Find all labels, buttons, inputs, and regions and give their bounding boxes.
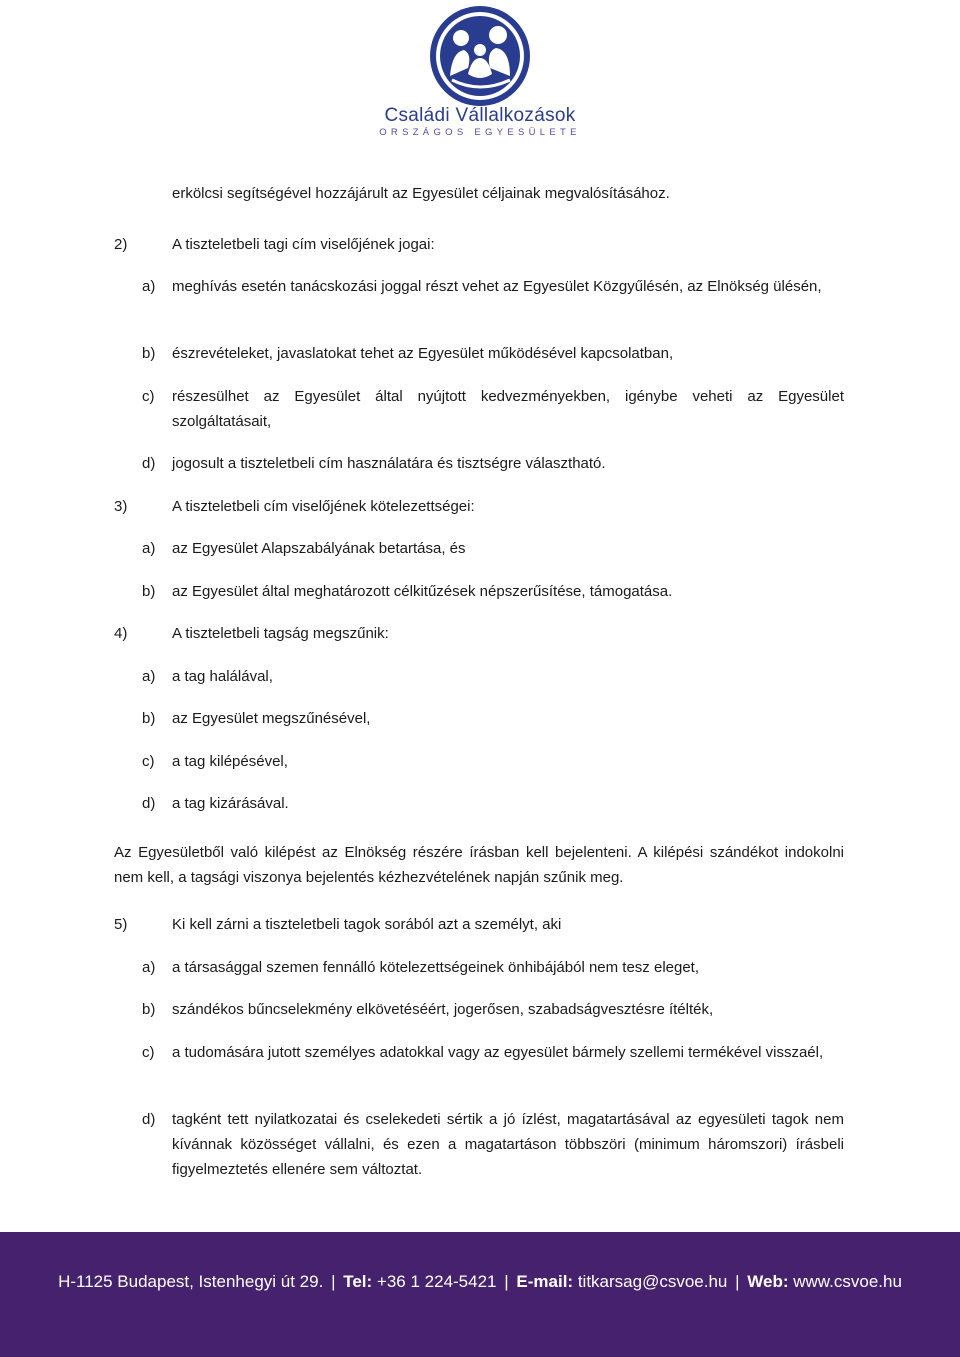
- s5-item-d-text: tagként tett nyilatkozatai és cselekedeti sértik a jó ízlést, magatartásával az egyesületi tagok nem kívánnak közösséget vállalni, és ezen a magatartáson többszöri (minimum háromszori) írásbeli figyelmeztetés ellenére sem változtat.: [172, 1111, 844, 1178]
- s2-item-b-text: észrevételeket, javaslatokat tehet az Egyesület működésével kapcsolatban,: [172, 345, 674, 362]
- s5-item-c-label: c): [142, 1044, 155, 1061]
- s2-item-d-label: d): [142, 455, 156, 472]
- s2-item-d-text: jogosult a tiszteletbeli cím használatára és tisztségre választható.: [172, 455, 606, 472]
- org-name: Családi Vállalkozások: [384, 105, 576, 126]
- letterhead: [0, 0, 960, 150]
- s4-item-a-text: a tag halálával,: [172, 668, 273, 685]
- s2-item-a-text: meghívás esetén tanácskozási joggal részt vehet az Egyesület Közgyűlésén, az Elnökség ülésén,: [172, 278, 822, 295]
- section-3-number: 3): [114, 498, 128, 515]
- footer-email-label: E-mail:: [516, 1272, 574, 1291]
- s5-item-c-text: a tudomására jutott személyes adatokkal vagy az egyesület bármely szellemi termékével visszaél,: [172, 1044, 824, 1061]
- s5-item-d-label: d): [142, 1111, 156, 1128]
- section-5-title: Ki kell zárni a tiszteletbeli tagok sorából azt a személyt, aki: [172, 916, 562, 933]
- footer-bar: [0, 1232, 960, 1357]
- footer-tel-value: +36 1 224-5421: [376, 1272, 497, 1291]
- s4-note: Az Egyesületből való kilépést az Elnökség részére írásban kell bejelenteni. A kilépési szándékot indokolni nem kell, a tagsági viszonya bejelentés kézhezvételének napján szűnik meg.: [114, 844, 844, 886]
- section-2-number: 2): [114, 236, 128, 253]
- s5-item-a-label: a): [142, 959, 156, 976]
- footer-email-value[interactable]: titkarsag@csvoe.hu: [577, 1272, 728, 1291]
- section-5-number: 5): [114, 916, 128, 933]
- footer-address: H-1125 Budapest, Istenhegyi út 29.: [58, 1272, 324, 1291]
- s2-item-c-label: c): [142, 388, 155, 405]
- s3-item-b-text: az Egyesület által meghatározott célkitűzések népszerűsítése, támogatása.: [172, 583, 673, 600]
- footer-separator: |: [735, 1272, 740, 1291]
- intro-line: erkölcsi segítségével hozzájárult az Egyesület céljainak megvalósításához.: [172, 185, 670, 202]
- s5-item-a-text: a társasággal szemen fennálló kötelezettségeinek önhibájából nem tesz eleget,: [172, 959, 700, 976]
- s4-item-b-text: az Egyesület megszűnésével,: [172, 710, 371, 727]
- s2-item-b-label: b): [142, 345, 156, 362]
- footer-web-label: Web:: [747, 1272, 789, 1291]
- family-logo-icon: [428, 4, 532, 108]
- s5-item-b-label: b): [142, 1001, 156, 1018]
- s4-item-d-text: a tag kizárásával.: [172, 795, 289, 812]
- s4-item-c-label: c): [142, 753, 155, 770]
- section-3-title: A tiszteletbeli cím viselőjének kötelezettségei:: [172, 498, 475, 515]
- section-4-number: 4): [114, 625, 128, 642]
- org-subtitle: ORSZÁGOS EGYESÜLETE: [379, 127, 581, 138]
- section-2-title: A tiszteletbeli tagi cím viselőjének jogai:: [172, 236, 435, 253]
- footer-contact: [0, 1272, 960, 1292]
- footer-separator: |: [504, 1272, 509, 1291]
- s2-item-c-text: részesülhet az Egyesület által nyújtott kedvezményekben, igénybe veheti az Egyesület szolgáltatásait,: [172, 388, 844, 430]
- footer-tel-label: Tel:: [343, 1272, 373, 1291]
- s4-item-a-label: a): [142, 668, 156, 685]
- s3-item-a-text: az Egyesület Alapszabályának betartása, és: [172, 540, 466, 557]
- s3-item-a-label: a): [142, 540, 156, 557]
- s3-item-b-label: b): [142, 583, 156, 600]
- s4-item-d-label: d): [142, 795, 156, 812]
- s4-item-c-text: a tag kilépésével,: [172, 753, 288, 770]
- s4-item-b-label: b): [142, 710, 156, 727]
- section-4-title: A tiszteletbeli tagság megszűnik:: [172, 625, 389, 642]
- footer-separator: |: [331, 1272, 336, 1291]
- s2-item-a-label: a): [142, 278, 156, 295]
- footer-web-value[interactable]: www.csvoe.hu: [793, 1272, 902, 1291]
- s5-item-b-text: szándékos bűncselekmény elkövetéséért, jogerősen, szabadságvesztésre ítélték,: [172, 1001, 714, 1018]
